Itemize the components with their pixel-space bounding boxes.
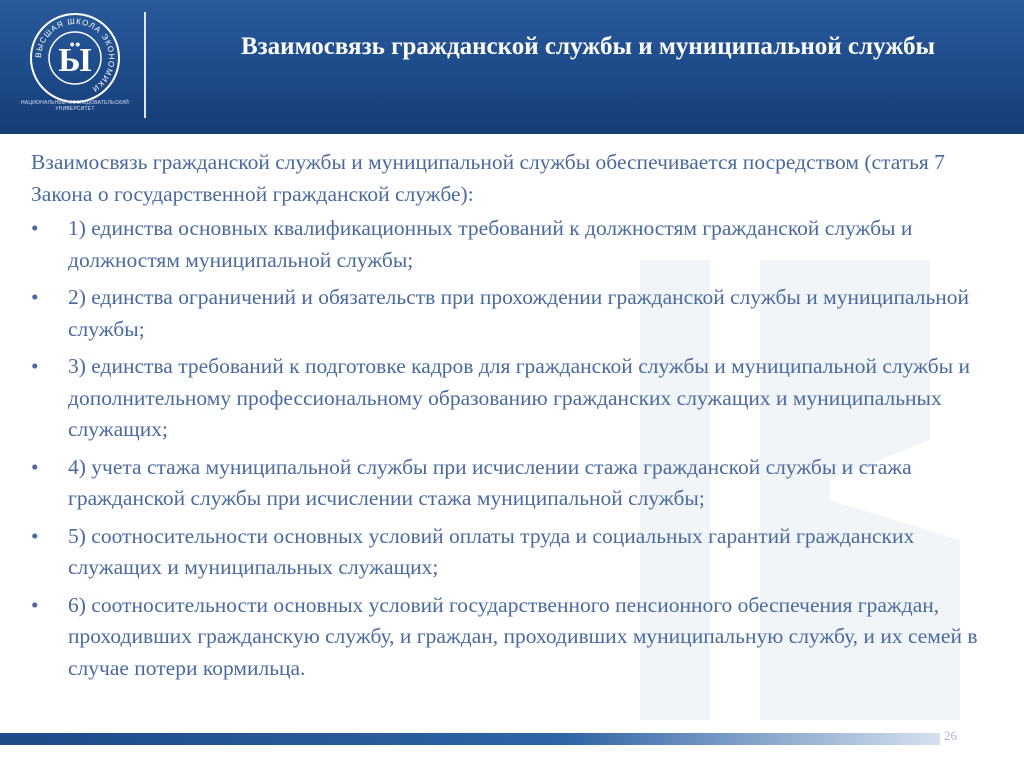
- logo-ring-text: ВЫСШАЯ ШКОЛА ЭКОНОМИКИ: [33, 16, 117, 94]
- list-item: [31, 213, 1006, 276]
- slide-title: Взаимосвязь гражданской службы и муниципальной службы: [240, 33, 936, 60]
- list-item-text: 2) единства ограничений и обязательств при прохождении гражданской службы и муниципальной службы;: [68, 285, 970, 341]
- list-item: [31, 521, 1006, 584]
- bullet-icon: •: [31, 592, 39, 617]
- bullet-icon: •: [31, 523, 39, 548]
- footer-bar: [0, 733, 940, 745]
- bullet-icon: •: [31, 454, 39, 479]
- list-item-text: 1) единства основных квалификационных требований к должностям гражданской службы и должностям муниципальной службы;: [68, 216, 913, 272]
- list-item-text: 4) учета стажа муниципальной службы при исчислении стажа гражданской службы и стажа гражданской службы при исчислении стажа муниципальной службы;: [68, 454, 912, 510]
- slide-header: [0, 0, 1024, 134]
- list-item-text: 6) соотносительности основных условий государственного пенсионного обеспечения граждан, проходивших гражданскую службу, и граждан, проходивших муниципальную службу, и их семей в случае потери кормильца.: [68, 592, 978, 680]
- logo-caption: НАЦИОНАЛЬНЫЙ ИССЛЕДОВАТЕЛЬСКИЙ УНИВЕРСИТЕТ: [21, 100, 129, 112]
- list-item: [31, 590, 1006, 685]
- list-item: [31, 452, 1006, 515]
- logo-monogram: Ӹ: [58, 42, 92, 79]
- slide-body: [31, 147, 1006, 690]
- bullet-icon: •: [31, 216, 39, 240]
- header-divider: [144, 12, 146, 118]
- bullet-icon: •: [31, 354, 39, 378]
- bullet-list: [31, 213, 1006, 684]
- bullet-icon: •: [31, 285, 39, 309]
- list-item: [31, 351, 1006, 446]
- page-number: 26: [944, 728, 957, 743]
- list-item: [31, 282, 1006, 345]
- list-item-text: 3) единства требований к подготовке кадров для гражданской службы и муниципальной службы и дополнительному профессиональному образованию гражданских служащих и муниципальных служащих;: [68, 354, 971, 441]
- intro-paragraph: Взаимосвязь гражданской службы и муниципальной службы обеспечивается посредством (статья 7 Закона о государственной гражданской службе):: [31, 150, 945, 206]
- list-item-text: 5) соотносительности основных условий оплаты труда и социальных гарантий гражданских служащих и муниципальных служащих;: [68, 523, 915, 579]
